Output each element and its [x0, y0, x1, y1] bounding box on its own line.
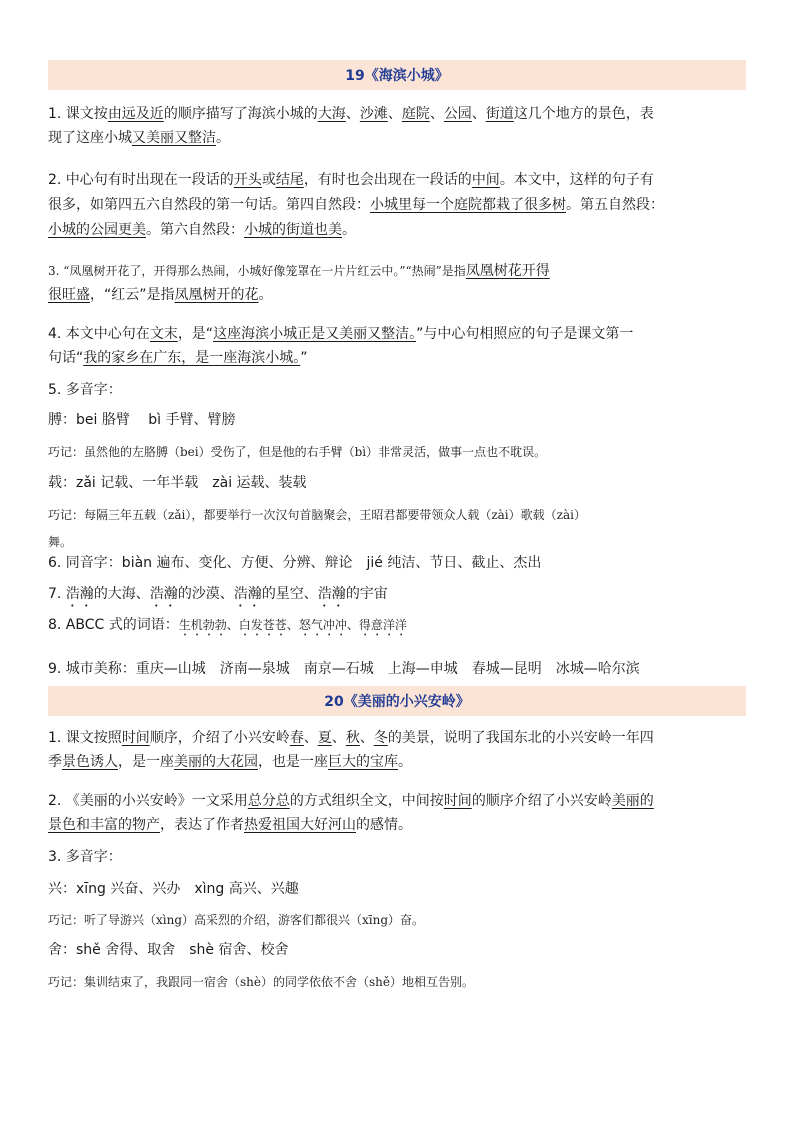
s1-item4-line2	[48, 348, 748, 368]
underlined-text: 结尾	[275, 172, 304, 188]
s2-item3-heading: 3. 多音字：	[48, 849, 122, 865]
s1-item2-line2	[48, 195, 748, 215]
underlined-text: 街道	[485, 106, 514, 122]
text-span: 、	[346, 618, 359, 632]
underlined-text: 凤凰树开的花	[174, 287, 259, 303]
underlined-text: 景色诱人	[62, 754, 118, 770]
text-span: 1. 课文按照	[48, 730, 122, 746]
s2-item2-line1	[48, 791, 748, 811]
underlined-text: 时间	[443, 793, 472, 809]
s1-item8	[48, 615, 748, 639]
text-span: 20《美丽的小兴安岭》	[324, 694, 470, 710]
s2-item1-line1	[48, 728, 748, 748]
s1-item3-line2	[48, 285, 748, 305]
text-span: ，是一座	[118, 754, 174, 770]
text-span: 4. 本文中心句在	[48, 326, 150, 342]
text-span: 的美景，说明了我国东北的小兴安岭一年四	[387, 730, 654, 746]
text-span: 。	[342, 222, 356, 238]
s1-item9	[48, 659, 748, 679]
s1-item5-row1: 膊：bei 胳臂 bì 手臂、臂膀	[48, 412, 236, 428]
s2-item3-row1: 兴：xīng 兴奋、兴办 xìng 高兴、兴趣	[48, 881, 299, 897]
s1-item5-row1-tip: 巧记：虽然他的左胳膊（bei）受伤了，但是他的右手臂（bì）非常灵活，做事一点也不耽误。	[48, 445, 547, 459]
text-span: 这几个地方的景色，表	[513, 106, 654, 122]
s1-item7	[48, 584, 748, 610]
text-span: ，表达了作者	[160, 817, 244, 833]
text-span: 2. 《美丽的小兴安岭》一文采用	[48, 793, 248, 809]
underlined-text: 这座海滨小城正是又美丽又整洁。	[213, 326, 417, 342]
text-span: 季	[48, 754, 62, 770]
text-span: 。	[258, 287, 273, 303]
text-span: 的顺序描写了海滨小城的	[163, 106, 318, 122]
text-span: 现了这座小城	[48, 130, 132, 146]
underlined-text: 大海	[317, 106, 346, 122]
text-span: 的宇宙	[345, 586, 388, 602]
text-span: 。第六自然段：	[146, 222, 244, 238]
text-span: 、	[226, 618, 239, 632]
text-span: ”	[300, 350, 308, 366]
underlined-text: 又美丽又整洁	[132, 130, 216, 146]
s1-item1-line2	[48, 128, 748, 148]
text-span: 7.	[48, 586, 66, 602]
underlined-text: 中间	[471, 172, 500, 188]
underlined-text: 春	[289, 730, 304, 746]
s1-item5-row2: 载：zǎi 记载、一年半载 zài 运载、装载	[48, 475, 307, 491]
text-span: 9. 城市美称：重庆—山城 济南—泉城 南京—石城 上海—申城 春城—昆明 冰城—哈尔滨	[48, 661, 640, 677]
dotted-emphasis-text: 浩瀚	[65, 586, 94, 602]
text-span: 的顺序介绍了小兴安岭	[471, 793, 612, 809]
text-span: 的沙漠、	[177, 586, 234, 602]
text-span: 、	[331, 730, 346, 746]
s2-item2-line2	[48, 815, 748, 835]
text-span: 或	[261, 172, 276, 188]
underlined-text: 很旺盛	[48, 287, 90, 303]
underlined-text: 庭院	[401, 106, 430, 122]
s2-item3-row2: 舍：shě 舍得、取舍 shè 宿舍、校舍	[48, 942, 289, 958]
text-span: 的方式组织全文，中间按	[289, 793, 444, 809]
text-span: ”与中心句相照应的句子是课文第一	[416, 326, 634, 342]
text-span: 、	[387, 106, 402, 122]
text-span: 8. ABCC 式的词语：	[48, 617, 179, 633]
dotted-emphasis-text: 浩瀚	[233, 586, 262, 602]
underlined-text: 由远及近	[107, 106, 164, 122]
underlined-text: 公园	[443, 106, 472, 122]
s1-item5-row2-tip-cont: 舞。	[48, 535, 73, 549]
s2-item3-row2-tip: 巧记：集训结束了，我跟同一宿舍（shè）的同学依依不舍（shě）地相互告别。	[48, 975, 474, 989]
text-span: 、	[429, 106, 444, 122]
underlined-text: 小城的公园更美	[48, 222, 146, 238]
text-span: 的大海、	[93, 586, 150, 602]
s1-item5-row2-tip: 巧记：每隔三年五载（zǎi），都要举行一次汉句首脑聚会，王昭君都要带领众人载（zài）歌载（zài）	[48, 508, 586, 522]
s2-item1-line2	[48, 752, 748, 772]
underlined-text: 美丽的	[611, 793, 654, 809]
text-span: 。	[216, 130, 230, 146]
text-span: 很多，如第四五六自然段的第一句话。第四自然段：	[48, 197, 370, 213]
text-span: ，有时也会出现在一段话的	[303, 172, 472, 188]
text-span: 、	[286, 618, 299, 632]
text-span: ，是“	[177, 326, 214, 342]
text-span: ，也是一座	[258, 754, 328, 770]
underlined-text: 时间	[121, 730, 150, 746]
dotted-emphasis-text: 浩瀚	[149, 586, 178, 602]
text-span: 的感情。	[356, 817, 412, 833]
underlined-text: 凤凰树花开得	[465, 263, 550, 279]
underlined-text: 小城的街道也美	[244, 222, 342, 238]
s1-item4-line1	[48, 324, 748, 344]
underlined-text: 美丽的大花园	[174, 754, 258, 770]
underlined-text: 沙滩	[359, 106, 388, 122]
dotted-emphasis-text: 浩瀚	[317, 586, 346, 602]
dotted-emphasis-text: 白发苍苍	[238, 618, 287, 632]
s1-item6: 6. 同音字：biàn 遍布、变化、方便、分辨、辩论 jié 纯洁、节日、截止、杰出	[48, 555, 542, 571]
s1-item3-line1	[48, 261, 748, 281]
dotted-emphasis-text: 得意洋洋	[358, 618, 407, 632]
underlined-text: 文末	[149, 326, 178, 342]
underlined-text: 景色和丰富的物产	[48, 817, 160, 833]
section-title-19	[48, 60, 746, 90]
text-span: 、	[359, 730, 374, 746]
underlined-text: 夏	[317, 730, 332, 746]
text-span: 3. “凤凰树开花了，开得那么热闹，小城好像笼罩在一片片红云中。”“热闹”是指	[48, 264, 466, 278]
underlined-text: 开头	[233, 172, 262, 188]
underlined-text: 巨大的宝库	[328, 754, 398, 770]
text-span: 。第五自然段：	[566, 197, 664, 213]
text-span: 。本文中，这样的句子有	[499, 172, 654, 188]
s1-item2-line3	[48, 220, 748, 240]
s1-item2-line1	[48, 170, 748, 190]
dotted-emphasis-text: 生机勃勃	[178, 618, 227, 632]
text-span: 2. 中心句有时出现在一段话的	[48, 172, 234, 188]
text-span: 1. 课文按	[48, 106, 108, 122]
section-title-20	[48, 686, 746, 716]
underlined-text: 我的家乡在广东，是一座海滨小城。	[83, 350, 301, 366]
underlined-text: 小城里每一个庭院都栽了很多树	[370, 197, 566, 213]
text-span: 句话“	[48, 350, 84, 366]
text-span: ，“红云”是指	[90, 287, 175, 303]
dotted-emphasis-text: 怒气冲冲	[298, 618, 347, 632]
text-span: 顺序，介绍了小兴安岭	[149, 730, 290, 746]
underlined-text: 总分总	[247, 793, 290, 809]
text-span: 。	[398, 754, 412, 770]
underlined-text: 秋	[345, 730, 360, 746]
text-span: 、	[471, 106, 486, 122]
text-span: 的星空、	[261, 586, 318, 602]
text-span: 、	[303, 730, 318, 746]
text-span: 、	[345, 106, 360, 122]
underlined-text: 热爱祖国大好河山	[244, 817, 356, 833]
s2-item3-row1-tip: 巧记：听了导游兴（xìng）高采烈的介绍，游客们都很兴（xīng）奋。	[48, 913, 425, 927]
underlined-text: 冬	[373, 730, 388, 746]
s1-item1-line1	[48, 104, 748, 124]
s1-item5-heading: 5. 多音字：	[48, 382, 122, 398]
text-span: 19《海滨小城》	[345, 68, 449, 84]
